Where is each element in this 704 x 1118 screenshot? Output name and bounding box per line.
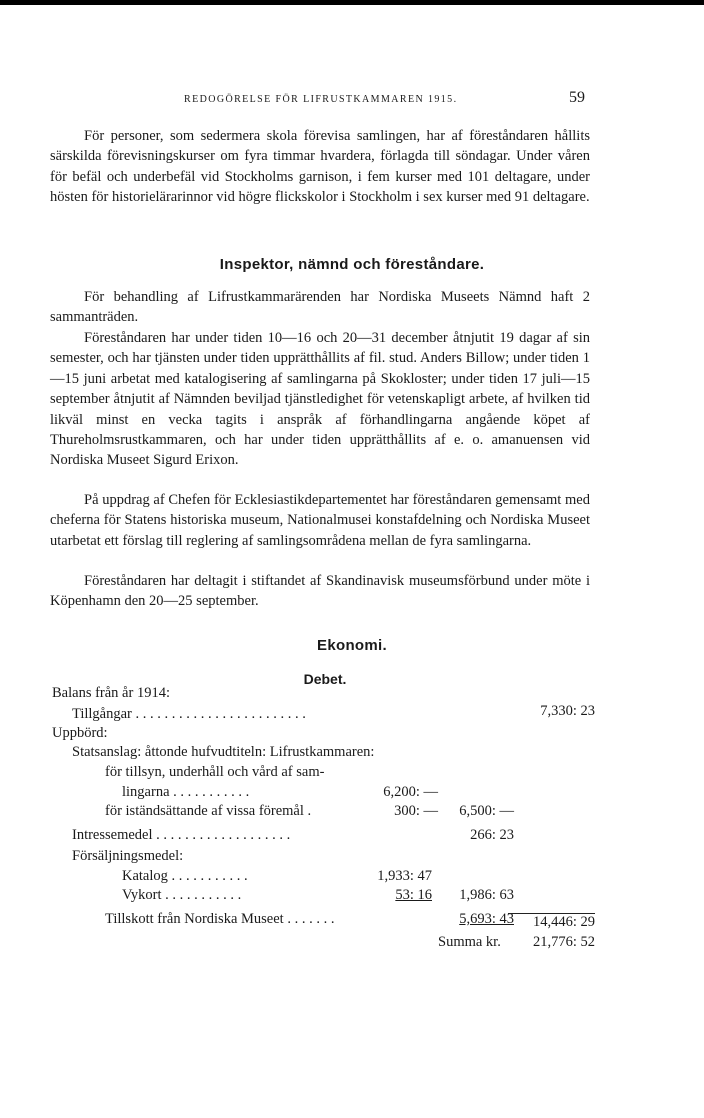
paragraph-courses: För personer, som sedermera skola förevisa samlingen, har af föreståndaren hållits särskilda förevisningskurser om fyra timmar hvardera, förlagda till söndagar. Under våren för befäl och underbefäl vid Stockholms garnison, i fem kurser med 101 deltagare, under hösten för historielärarinnor vid högre flickskolor i Stockholm i sex kurser med 91 deltagare. (50, 128, 590, 206)
page-number: 59 (569, 89, 585, 106)
vykort-label: Vykort . . . . . . . . . . . (122, 887, 242, 903)
paragraph-forestandaren-semester: Föreståndaren har under tiden 10—16 och 20—31 december åtnjutit 19 dagar af sin semester, och har tjänsten under tiden upprätthållits af fil. stud. Anders Billow; under tiden 1—15 juni arbetat med katalogisering af samlingarna på Skokloster; under tiden 17 juli—15 september åtnjutit af Nämnden beviljad tjänstledighet för vetenskapligt arbete, af hvilken tid likväl minst en vecka tagits i anspråk af förhandlingarna angående köpet af Thureholmsrustkammaren, och har under tiden upprätthållits af e. o. amanuensen vid Nordiska Museet Sigurd Erixon. (50, 330, 590, 469)
katalog-value: 1,933: 47 (377, 868, 432, 884)
top-border (0, 0, 704, 5)
tillsyn-label: för tillsyn, underhåll och vård af sam- (105, 764, 325, 780)
running-title: REDOGÖRELSE FÖR LIFRUSTKAMMAREN 1915. (184, 94, 458, 105)
paragraph-uppdrag: På uppdrag af Chefen för Ecklesiastikdepartementet har föreståndaren gemensamt med cheferna för Statens historiska museum, Nationalmusei konstafdelning och Nordiska Museet utarbetat ett förslag till reglering af samlingsområdena mellan de fyra samlingarna. (50, 492, 590, 549)
uppbord-total: 14,446: 29 (508, 913, 595, 931)
intresse-value: 266: 23 (470, 827, 514, 843)
statsanslag-label: Statsanslag: åttonde hufvudtiteln: Lifrustkammaren: (72, 744, 375, 760)
debet-heading: Debet. (303, 671, 347, 687)
summa-label: Summa kr. (438, 934, 501, 950)
forsalj-label: Försäljningsmedel: (72, 848, 184, 864)
section-heading-ekonomi: Ekonomi. (317, 637, 387, 654)
vykort-value: 53: 16 (395, 887, 432, 903)
statsanslag-total: 6,500: — (459, 803, 514, 819)
paragraph-museumsforbund: Föreståndaren har deltagit i stiftandet af Skandinavisk museumsförbund under möte i Köpenhamn den 20—25 september. (50, 573, 590, 610)
tillskott-label: Tillskott från Nordiska Museet . . . . . . . (105, 911, 335, 927)
intresse-label: Intressemedel . . . . . . . . . . . . . . . . . . . (72, 827, 291, 843)
tillgangar-label: Tillgångar . . . . . . . . . . . . . . . . . . . . . . . . (72, 706, 306, 722)
tillskott-value: 5,693: 43 (459, 911, 514, 927)
summa-value: 21,776: 52 (532, 934, 595, 950)
paragraph-namnd: För behandling af Lifrustkammarärenden har Nordiska Museets Nämnd haft 2 sammanträden. (50, 289, 590, 326)
forsalj-total: 1,986: 63 (459, 887, 514, 903)
katalog-label: Katalog . . . . . . . . . . . (122, 868, 248, 884)
istand-label: för iständsättande af vissa föremål . (105, 803, 312, 819)
section-heading-inspektor: Inspektor, nämnd och föreståndare. (219, 256, 485, 273)
lingarna-label: lingarna . . . . . . . . . . . (122, 784, 250, 800)
tillgangar-value: 7,330: 23 (540, 703, 595, 719)
lingarna-value: 6,200: — (383, 784, 438, 800)
istand-value: 300: — (394, 803, 438, 819)
uppbord-label: Uppbörd: (52, 725, 108, 741)
balans-label: Balans från år 1914: (52, 685, 170, 701)
